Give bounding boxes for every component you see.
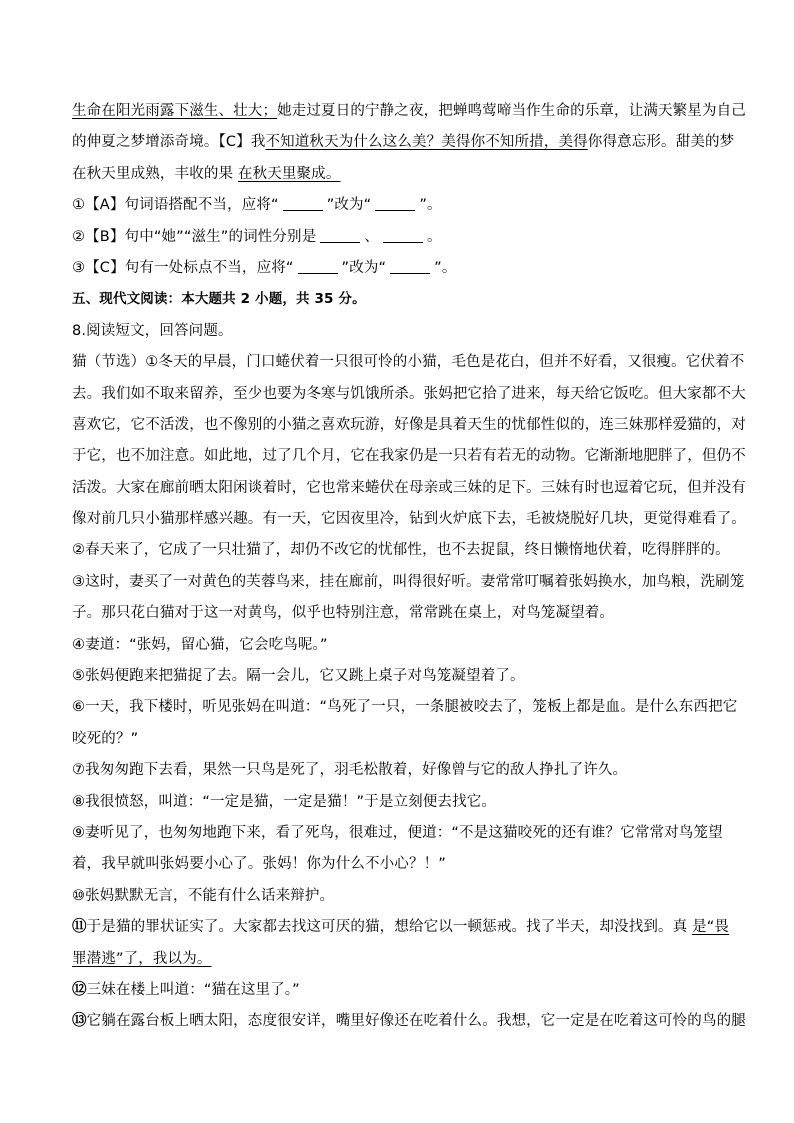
paragraph-number: ⑫ — [72, 981, 87, 998]
passage-p1-line: 于它，也不加注意。如此地，过了几个月，它在我家仍是一只若有若无的动物。它渐渐地肥胖了，但仍不 — [72, 448, 746, 465]
passage-p1-line: 猫（节选）①冬天的早晨，门口蜷伏着一只很可怜的小猫，毛色是花白，但并不好看，又很瘦。它伏着不 — [72, 354, 745, 371]
underlined-phrase: 是“畏 — [692, 919, 730, 936]
question-2 — [72, 222, 722, 253]
passage-p1-line: 去。我们如不取来留养，至少也要为冬寒与饥饿所杀。张妈把它拾了进来，每天给它饭吃。但大家都不大 — [72, 385, 746, 402]
passage-p8: ⑧我很愤怒，叫道：“一定是猫，一定是猫！”于是立刻便去找它。 — [72, 793, 497, 810]
paragraph-number: ⑬ — [72, 1013, 87, 1030]
section-heading: 五、现代文阅读：本大题共 2 小题，共 35 分。 — [72, 291, 366, 308]
passage-p9-line: 着，我早就叫张妈要小心了。张妈！你为什么不小心？！” — [72, 856, 446, 873]
question-3 — [72, 253, 722, 284]
question-text: ③【C】句有一处标点不当，应将“ — [72, 259, 294, 276]
passage-p5: ⑤张妈便跑来把猫捉了去。隔一会儿，它又跳上桌子对鸟笼凝望着了。 — [72, 668, 525, 685]
answer-blank[interactable] — [320, 228, 360, 243]
passage-p3-line: 子。那只花白猫对于这一对黄鸟，似乎也特别注意，常常跳在桌上，对鸟笼凝望着。 — [72, 605, 615, 622]
answer-blank[interactable] — [383, 228, 423, 243]
intro-text: 她走过夏日的宁静之夜，把蝉鸣莺啼当作生命的乐章，让满天繁星为自己 — [277, 103, 746, 119]
answer-blank[interactable] — [283, 196, 323, 211]
intro-text: 的伸夏之梦增添奇境。【C】我 — [72, 134, 266, 151]
question-text: ”。 — [419, 197, 442, 214]
question-text: ②【B】句中“她”“滋生”的词性分别是 — [72, 228, 317, 245]
question-text: ”。 — [434, 259, 457, 276]
passage-text: 于是猫的罪状证实了。大家都去找这可厌的猫，想给它以一顿惩戒。找了半天，却没找到。真 — [86, 919, 688, 936]
intro-text: 在秋天里成熟，丰收的果 — [72, 165, 234, 182]
passage-p6-line: 咬死的？” — [72, 730, 139, 747]
answer-blank[interactable] — [390, 259, 430, 274]
passage-p1-line: 喜欢它，它不活泼，也不像别的小猫之喜欢玩游，好像是具着天生的忧郁性似的，连三妹那样爱猫的，对 — [72, 416, 746, 433]
paragraph-number: ⑪ — [72, 919, 87, 936]
passage-p1-line: 活泼。大家在廊前晒太阳闲谈着时，它也常来蜷伏在母亲或三妹的足下。三妹有时也逗着它玩，但并没有 — [72, 479, 746, 496]
passage-p11-line — [72, 912, 730, 943]
passage-p11-line — [72, 944, 722, 975]
passage-p1-line: 像对前几只小猫那样感兴趣。有一天，它因夜里冷，钻到火炉底下去，毛被烧脱好几块，更觉得难看了。 — [72, 511, 746, 528]
passage-p4: ④妻道：“张妈，留心猫，它会吃鸟呢。” — [72, 636, 328, 653]
passage-p10: ⑩张妈默默无言，不能有什么话来辩护。 — [72, 887, 335, 904]
passage-p6-line: ⑥一天，我下楼时，听见张妈在叫道：“鸟死了一只，一条腿被咬去了，笼板上都是血。是什么东西把它 — [72, 699, 738, 716]
question-text: ”改为“ — [341, 259, 387, 276]
question-text: ”改为“ — [326, 197, 372, 214]
question-8-prompt: 8.阅读短文，回答问题。 — [72, 322, 233, 339]
intro-line-2 — [72, 127, 735, 158]
answer-blank[interactable] — [298, 259, 338, 274]
question-text: 、 — [364, 228, 379, 245]
passage-p3-line: ③这时，妻买了一对黄色的芙蓉鸟来，挂在廊前，叫得很好听。妻常常叮嘱着张妈换水，加鸟粮，洗刷笼 — [72, 573, 745, 590]
answer-blank[interactable] — [375, 196, 415, 211]
intro-line-3 — [72, 159, 722, 190]
question-1 — [72, 190, 722, 221]
intro-line-1 — [72, 96, 746, 127]
passage-p13 — [72, 1006, 746, 1037]
question-text: ①【A】句词语搭配不当，应将“ — [72, 197, 279, 214]
intro-text: 你得意忘形。甜美的梦 — [587, 134, 735, 151]
underlined-phrase: 在秋天里聚成。 — [237, 165, 341, 182]
underlined-phrase: 罪潜逃”了，我以为。 — [72, 950, 212, 967]
underlined-phrase: 生命在阳光雨露下滋生、壮大； — [72, 103, 278, 119]
passage-p7: ⑦我匆匆跑下去看，果然一只鸟是死了，羽毛松散着，好像曾与它的敌人挣扎了许久。 — [72, 762, 628, 779]
underlined-phrase: 不知道秋天为什么这么美？美得你不知所措，美得 — [265, 134, 588, 151]
passage-text: 三妹在楼上叫道：“猫在这里了。” — [86, 981, 300, 998]
passage-p12 — [72, 975, 722, 1006]
passage-text: 它躺在露台板上晒太阳，态度很安详，嘴里好像还在吃着什么。我想，它一定是在吃着这可怜的鸟的腿 — [86, 1013, 746, 1030]
passage-p9-line: ⑨妻听见了，也匆匆地跑下来，看了死鸟，很难过，便道：“不是这猫咬死的还有谁？它常常对鸟笼望 — [72, 824, 723, 841]
passage-p2: ②春天来了，它成了一只壮猫了，却仍不改它的忧郁性，也不去捉鼠，终日懒惰地伏着，吃得胖胖的。 — [72, 542, 730, 559]
question-text: 。 — [427, 228, 442, 245]
page-content — [72, 96, 746, 1038]
